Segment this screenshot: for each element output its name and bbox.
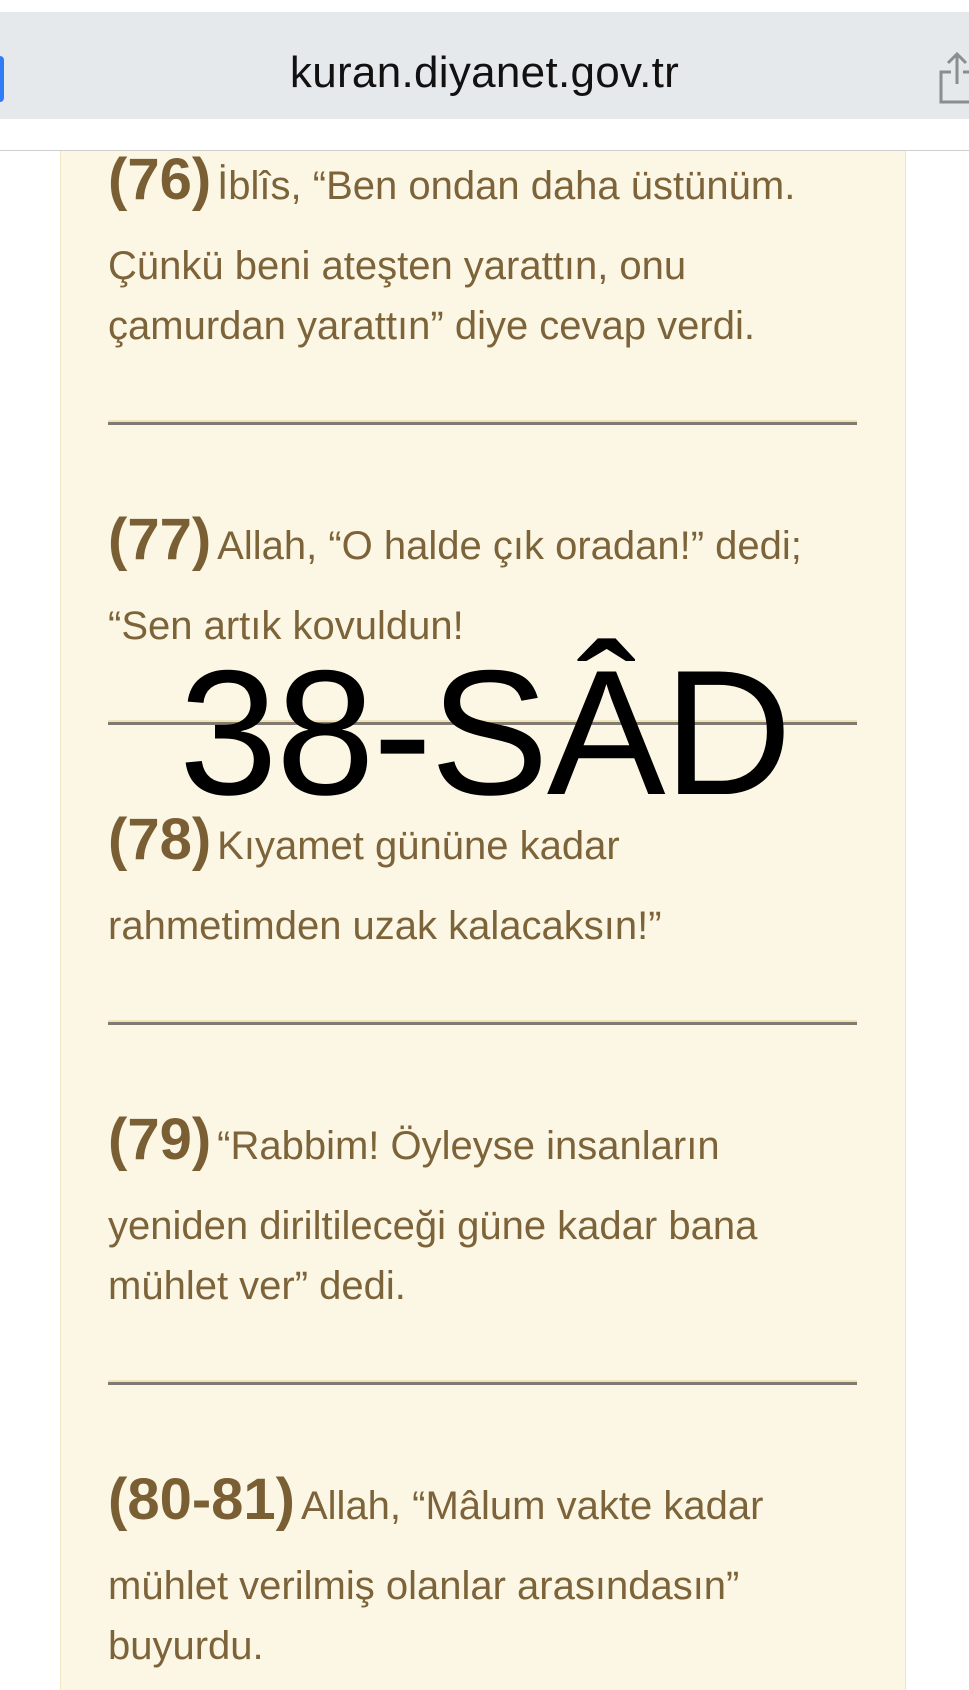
verse-number: (80-81) [108,1467,295,1532]
verse-76 [108,147,868,356]
verse-number: (77) [108,507,212,572]
verse-line: mühlet verilmiş olanlar arasındasın” [108,1564,740,1608]
verse-79 [108,1107,868,1316]
share-icon[interactable] [937,50,969,106]
verse-line: çamurdan yarattın” diye cevap verdi. [108,304,755,348]
verse-divider [108,1382,857,1385]
verse-divider [108,422,857,425]
verse-line: buyurdu. [108,1624,264,1668]
url-text[interactable]: kuran.diyanet.gov.tr [289,48,680,97]
verse-line: rahmetimden uzak kalacaksın!” [108,904,662,948]
verse-line: Kıyamet gününe kadar [217,824,620,868]
verse-line: Allah, “O halde çık oradan!” dedi; [217,524,802,568]
verse-divider [108,1022,857,1025]
verse-80-81 [108,1467,868,1676]
verse-number: (79) [108,1107,212,1172]
surah-title-overlay: 38-SÂD [178,633,791,832]
verse-number: (78) [108,807,212,872]
verse-number: (76) [108,147,212,212]
verse-line: Çünkü beni ateşten yarattın, onu [108,244,687,288]
verse-line: Allah, “Mâlum vakte kadar [300,1484,764,1528]
verse-line: “Sen artık kovuldun! [108,604,464,648]
verse-line: İblîs, “Ben ondan daha üstünüm. [217,164,796,208]
verse-line: mühlet ver” dedi. [108,1264,406,1308]
verse-line: “Rabbim! Öyleyse insanların [217,1124,720,1168]
address-bar[interactable] [0,12,969,119]
verse-line: yeniden diriltileceği güne kadar bana [108,1204,758,1248]
